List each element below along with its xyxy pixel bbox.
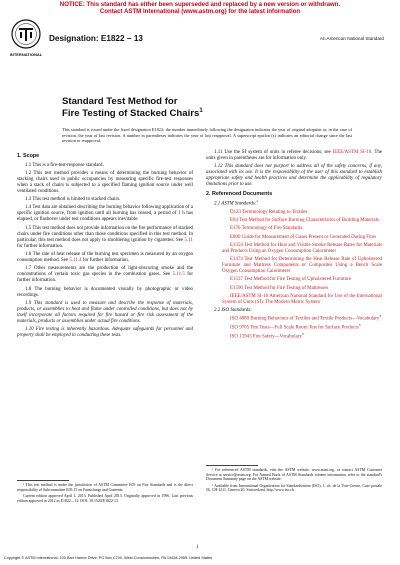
reference-item bbox=[206, 334, 382, 341]
left-column bbox=[17, 150, 193, 342]
right-column bbox=[206, 150, 382, 343]
iso-reference-list bbox=[206, 316, 382, 340]
footnote-2: ² For referenced ASTM standards, visit the ASTM website, www.astm.org, or contact ASTM Customer Service at service@astm.org. For Annual Book of ASTM Standards volume information, refer to the standard's Document Summary page on the ASTM website. bbox=[206, 468, 382, 482]
section-1-12: 1.12 This standard does not purport to address all of the safety concerns, if any, associated with its use. It is the responsibility of the user of this standard to establish appropriate safety and health practices and determine the applicability of regulatory limitations prior to use. bbox=[206, 164, 382, 188]
reference-item bbox=[206, 218, 382, 224]
section-1-1: 1.1 This is a fire-test-response standard. bbox=[25, 162, 104, 168]
notice-line-1: NOTICE: This standard has either been superseded and replaced by a new version or withdrawn. bbox=[59, 1, 341, 8]
reference-title-link[interactable]: Guide for Measurement of Gases Present or Generated During Fires bbox=[241, 234, 377, 240]
reference-item bbox=[206, 210, 382, 216]
reference-item bbox=[206, 294, 382, 306]
link-5-11-5[interactable]: 5.11.5 bbox=[172, 272, 185, 278]
right-footnote-separator bbox=[206, 465, 258, 466]
iso-standards-subheading: 2.2 ISO Standards: bbox=[214, 308, 252, 314]
reference-title-link[interactable]: Test Method for Heat and Visible Smoke Release Rates for Materials and Products Using an Oxygen Consumption Calorimeter bbox=[222, 242, 382, 254]
footnote-1: ¹ This test method is under the jurisdiction of ASTM Committee E05 on Fire Standards and is the direct responsibility of Subcommittee E05.15 on Furnishings and Contents. bbox=[17, 483, 193, 492]
reference-code-link[interactable]: E1474 bbox=[230, 257, 243, 263]
page-number: 1 bbox=[196, 545, 199, 550]
reference-code-link[interactable]: D123 bbox=[230, 209, 241, 215]
superseded-notice bbox=[0, 1, 400, 15]
reference-item bbox=[206, 235, 382, 241]
reference-code-link[interactable]: E176 bbox=[230, 226, 241, 232]
logo-caption: INTERNATIONAL bbox=[10, 52, 42, 57]
section-1-5: 1.5 This test method does not provide information on the fire performance of stacked chairs under fire conditions other than those conditions specified in this test method. In particular, this test method does not apply to smoldering ignition by cigarettes. See 5.11 for further information. bbox=[17, 225, 194, 249]
astm-standards-subheading: 2.1 ASTM Standards:$^2$ bbox=[214, 199, 259, 207]
section-1-2: 1.2 This test method provides a means of determining the burning behavior of stacking chairs used in public occupancies by measuring specific fire-test responses when a stack of chairs is subjected to a specified flaming ignition source under well ventilated conditions. bbox=[17, 170, 193, 194]
reference-code-link[interactable]: IEEE/ASTM SI-10 bbox=[230, 293, 269, 299]
link-5-11[interactable]: 5.11 bbox=[184, 237, 194, 243]
reference-title-link[interactable]: Burning Behaviour of Textiles and Textile Products—Vocabulary bbox=[250, 317, 380, 323]
reference-title-link[interactable]: Test Method for Surface Burning Characteristics of Building Materials bbox=[239, 218, 379, 224]
reference-title-link[interactable]: Fire Tests—Full Scale Room Test for Surface Products bbox=[250, 325, 359, 331]
american-national-standard-label: An American National Standard bbox=[319, 36, 384, 41]
left-footnotes bbox=[17, 483, 193, 505]
reference-item bbox=[206, 257, 382, 275]
link-si-10[interactable]: IEEE/ASTM SI-10 bbox=[332, 150, 372, 155]
reference-footnote-mark: 3 bbox=[379, 314, 382, 319]
section-1-6: 1.6 The rate of heat release of the burning test specimen is measured by an oxygen consumption method. See 5.11.4 for further information. bbox=[17, 252, 193, 264]
reference-code-link[interactable]: ISO 4880 bbox=[230, 317, 250, 323]
reference-item bbox=[206, 316, 382, 323]
notice-line-2: Contact ASTM International (www.astm.org) for the latest information bbox=[99, 8, 301, 16]
reference-item bbox=[206, 226, 382, 232]
section-1-10: 1.10 Fire testing is inherently hazardous. Adequate safeguards for personnel and property shall be employed in conducting these tests. bbox=[17, 327, 193, 339]
right-footnotes bbox=[206, 468, 382, 494]
reference-code-link[interactable]: E1590 bbox=[230, 285, 243, 291]
section-1-4: 1.4 Test data are obtained describing the burning behavior following application of a specific ignition source, from ignition until all burning has ceased, a period of 1 h has elapsed, or flashover under test conditions appears inevitable. bbox=[17, 205, 193, 223]
copyright-footer: Copyright © ASTM International, 100 Barr Harbor Drive, PO Box C700, West Conshohocken, PA 19428-2959. United States bbox=[4, 556, 213, 560]
reference-code-link[interactable]: E800 bbox=[230, 234, 241, 240]
reference-footnote-mark: 3 bbox=[301, 332, 304, 337]
section-1-11: 1.11 Use the SI system of units in referee decisions; see IEEE/ASTM SI-10. The units given in parentheses are for information only. bbox=[206, 150, 382, 162]
title-footnote-mark: 1 bbox=[199, 107, 203, 114]
reference-code-link[interactable]: ISO 13943 bbox=[230, 334, 252, 340]
reference-title-link[interactable]: Test Method for Fire Testing of Upholstered Furniture bbox=[244, 277, 351, 283]
referenced-documents-heading: 2. Referenced Documents bbox=[206, 191, 273, 198]
footnote-1-edition: Current edition approved April 1, 2013. Published April 2013. Originally approved in 1996. Last previous edition approved in 2012 as E1822 – 12. DOI: 10.1520/E1822-13. bbox=[17, 493, 193, 503]
reference-item bbox=[206, 277, 382, 283]
reference-footnote-mark: 3 bbox=[358, 323, 361, 328]
reference-title-link[interactable]: Test Method for Fire Testing of Mattresses bbox=[244, 285, 329, 291]
section-1-8: 1.8 The burning behavior is documented visually by photographic or video recordings. bbox=[17, 286, 193, 298]
reference-code-link[interactable]: E1354 bbox=[230, 242, 243, 248]
footnote-3: ³ Available from International Organization for Standardization (ISO), 1, ch. de la Voie-Creuse, Case postale 56, CH-1211, Geneva 20, Switzerland, http://www.iso.ch. bbox=[206, 483, 382, 493]
title-line-1: Standard Test Method for bbox=[62, 96, 178, 107]
reference-item bbox=[206, 325, 382, 332]
astm-logo-icon bbox=[10, 18, 42, 60]
title-line-2: Fire Testing of Stacked Chairs$^1$ bbox=[62, 107, 203, 119]
section-1-3: 1.3 This test method is limited to stacked chairs. bbox=[25, 197, 121, 203]
scope-heading: 1. Scope bbox=[17, 153, 40, 159]
link-5-11-4[interactable]: 5.11.4 bbox=[69, 258, 82, 264]
reference-code-link[interactable]: E84 bbox=[230, 218, 238, 224]
reference-title-link[interactable]: Test Method for Determining the Heat Release Rate of Upholstered Furniture and Mattress Components or Composites Using a Bench Scale Oxygen Consumption Calorimeter bbox=[222, 257, 382, 275]
reference-title-link[interactable]: American National Standard for Use of the International System of Units (SI): The Modern Metric System bbox=[222, 293, 382, 305]
reference-code-link[interactable]: E1537 bbox=[230, 277, 243, 283]
astm-reference-list bbox=[206, 210, 382, 306]
reference-title-link[interactable]: Fire Safety—Vocabulary bbox=[252, 334, 302, 340]
left-footnote-separator bbox=[17, 480, 69, 481]
section-1-9: 1.9 This standard is used to measure and describe the response of materials, products, or assemblies to heat and flame under controlled conditions, but does not by itself incorporate all factors required for fire hazard or fire risk assessment of the materials, products or assemblies under actual fire conditions. bbox=[17, 300, 193, 325]
document-title bbox=[62, 96, 203, 119]
reference-item bbox=[206, 286, 382, 292]
reference-title-link[interactable]: Terminology of Fire Standards bbox=[241, 226, 303, 232]
reference-code-link[interactable]: ISO 9705 bbox=[230, 325, 250, 331]
section-1-7: 1.7 Other measurements are the production of light-obscuring smoke and the concentrations of certain toxic gas species in the combustion gases. See 5.11.5 for further information. bbox=[17, 266, 193, 284]
standard-preface: This standard is issued under the fixed designation E1822; the number immediately following the designation indicates the year of original adoption or, in the case of revision, the year of last revision. A number in parentheses indicates the year of last reapproval. A superscript epsilon (ε) indicates an editorial change since the last revision or reapproval. bbox=[62, 127, 352, 144]
reference-item bbox=[206, 243, 382, 255]
designation: Designation: E1822 − 13 bbox=[49, 34, 143, 43]
reference-title-link[interactable]: Terminology Relating to Textiles bbox=[242, 209, 308, 215]
